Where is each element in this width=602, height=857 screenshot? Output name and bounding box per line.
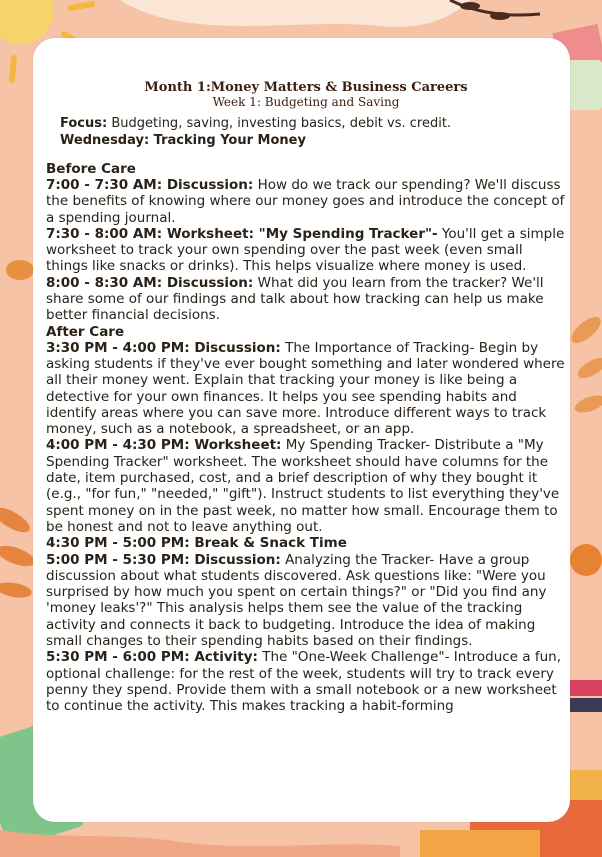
- leaf-icon: [0, 503, 38, 600]
- page-title: Month 1:Money Matters & Business Careers: [144, 80, 468, 95]
- before-care-heading: Before Care: [46, 161, 136, 177]
- item-time-label: 7:00 - 7:30 AM: Discussion:: [46, 177, 254, 193]
- item-text: The Importance of Tracking- Begin by asking students if they've ever bought something and later wondered where all their money went. Explain that tracking your money is like being a detective for your own finances. It helps you see spending habits and identify areas where you can save more. Introduce different ways to track money, such as a notebook, a spreadsheet, or an app.: [46, 339, 565, 438]
- item-text: What did you learn from the tracker? We'll share some of our findings and talk about how tracking can help us make better financial decisions.: [46, 274, 544, 324]
- focus-text: Budgeting, saving, investing basics, debit vs. credit.: [111, 116, 452, 131]
- item-text: How do we track our spending? We'll discuss the benefits of knowing where our money goes and introduce the concept of a spending journal.: [46, 177, 565, 226]
- schedule-item: [46, 177, 566, 226]
- schedule-item: [46, 552, 566, 650]
- item-time-label: 5:00 PM - 5:30 PM: Discussion:: [46, 551, 281, 568]
- schedule-item: [46, 437, 566, 535]
- leaf-icon: [567, 312, 602, 416]
- item-time-label: 8:00 - 8:30 AM: Discussion:: [46, 274, 254, 291]
- item-text: My Spending Tracker- Distribute a "My Spending Tracker" worksheet. The worksheet should have columns for the date, item purchased, cost, and a brief description of why they bought it (e.g., "for fun," "needed," "gift"). Instruct students to list everything they've spent money on in the past week, no matter how small. Encourage them to be honest and not to leave anything out.: [46, 437, 560, 535]
- item-time-label: 4:00 PM - 4:30 PM: Worksheet:: [46, 437, 282, 454]
- item-text: The "One-Week Challenge"- Introduce a fun, optional challenge: for the rest of the week, students will try to track every penny they spend. Provide them with a small notebook or a new worksheet to continue the activity. This makes tracking a habit-forming: [46, 649, 562, 715]
- item-time-label: 5:30 PM - 6:00 PM: Activity:: [46, 649, 258, 666]
- schedule-item: [46, 226, 566, 275]
- after-care-heading: After Care: [46, 323, 125, 340]
- page-subtitle: Week 1: Budgeting and Saving: [212, 95, 400, 109]
- schedule-item: [46, 535, 566, 551]
- item-time-label: 4:30 PM - 5:00 PM: Break & Snack Time: [46, 535, 347, 552]
- item-text: You'll get a simple worksheet to track your own spending over the past week (even small things like snacks or drinks). This helps visualize where money is used.: [46, 225, 565, 275]
- item-time-label: 7:30 - 8:00 AM: Worksheet: "My Spending Tracker"-: [46, 225, 438, 242]
- schedule-item: [46, 649, 566, 714]
- focus-label: Focus:: [60, 116, 108, 131]
- focus-line: [60, 115, 566, 132]
- schedule-item: [46, 275, 566, 324]
- item-text: Analyzing the Tracker- Have a group discussion about what students discovered. Ask questions like: "Were you surprised by how much you spent on certain things?" or "Did you find any 'money leaks'?" This analysis helps them see the value of the tracking activity and connects it back to budgeting. Introduce the idea of making small changes to their spending habits based on their findings.: [46, 551, 547, 650]
- document-content: [46, 80, 566, 715]
- leaf-branch-icon: [450, 0, 540, 20]
- day-heading: Wednesday: Tracking Your Money: [60, 133, 306, 148]
- schedule-item: [46, 340, 566, 438]
- item-time-label: 3:30 PM - 4:00 PM: Discussion:: [46, 339, 281, 356]
